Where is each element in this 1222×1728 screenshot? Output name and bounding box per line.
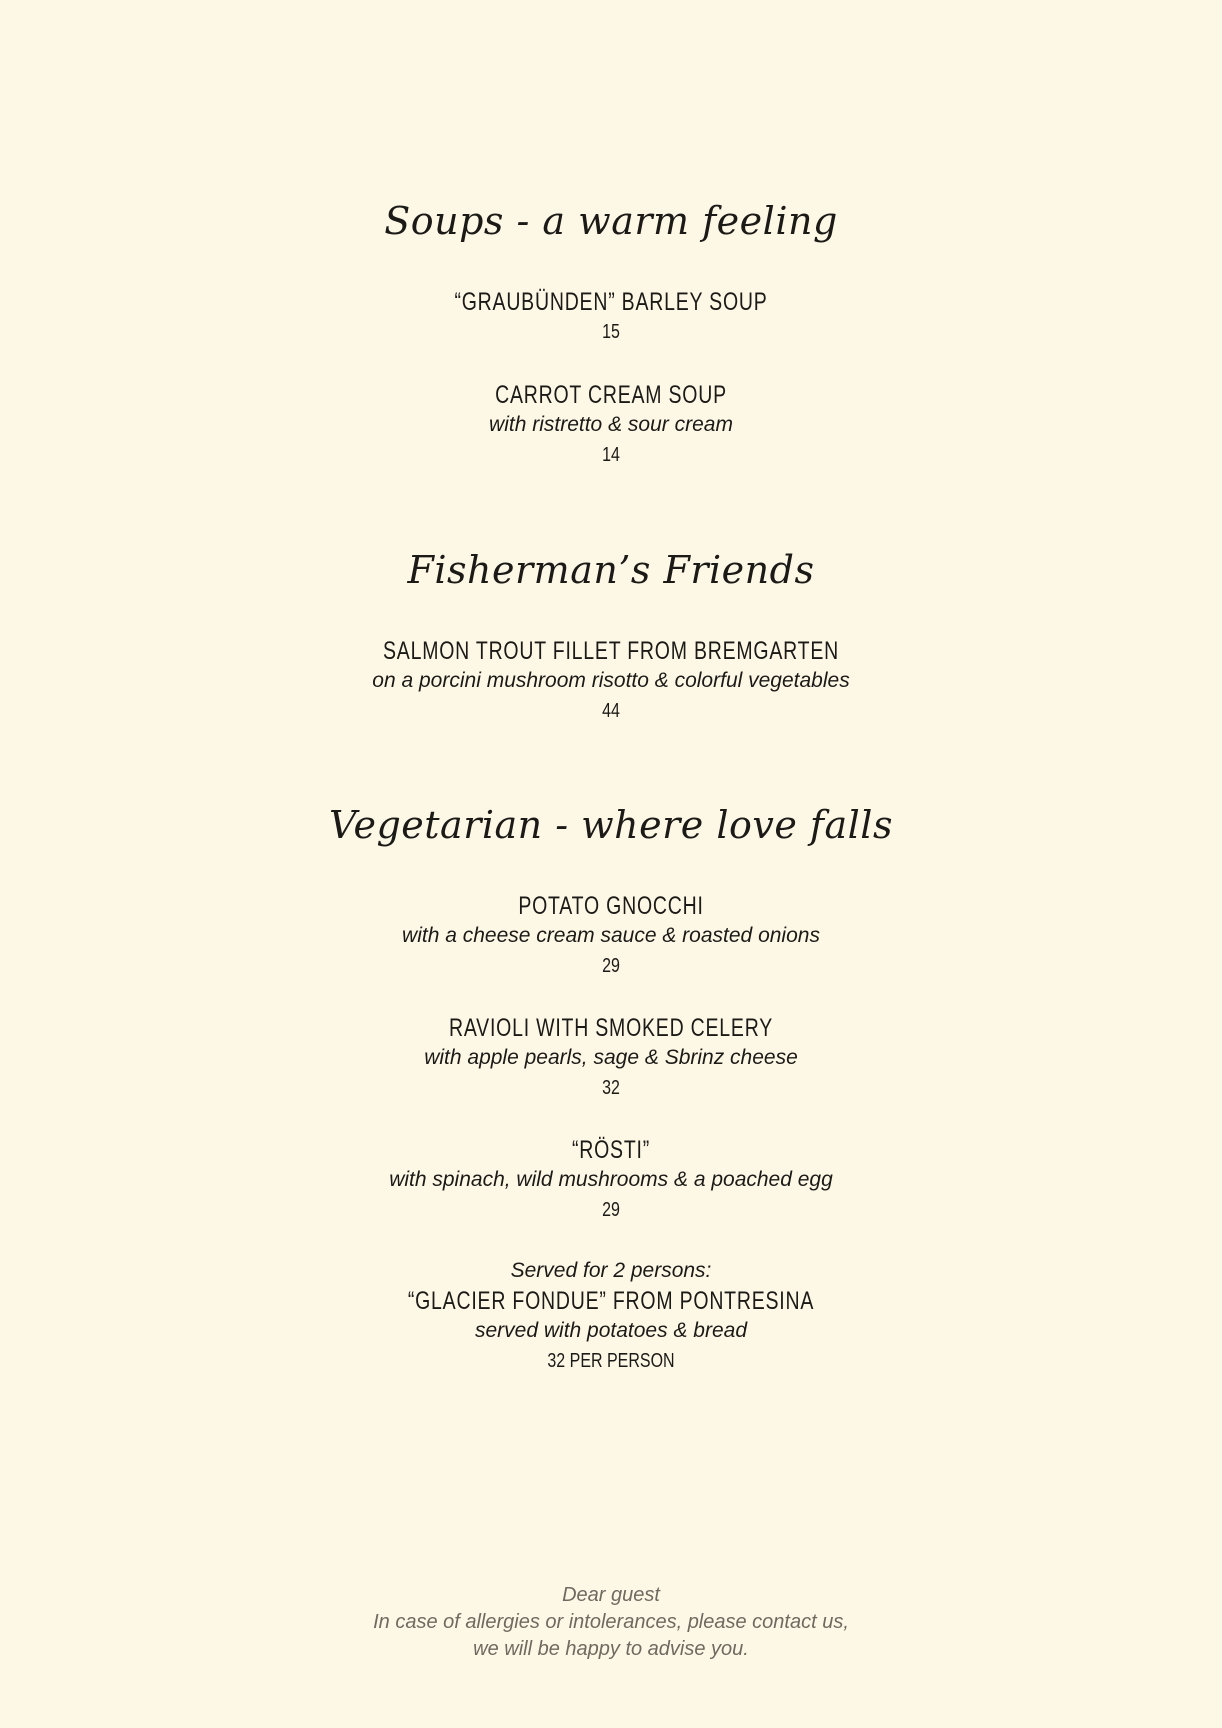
item-name: “RÖSTI” (571, 1136, 651, 1164)
item-price: 32 PER PERSON (547, 1350, 675, 1372)
allergy-notice (0, 1582, 1222, 1663)
item-name: “GLACIER FONDUE” FROM PONTRESINA (407, 1287, 815, 1315)
allergy-notice-line: we will be happy to advise you. (473, 1638, 749, 1660)
item-serving-note: Served for 2 persons: (510, 1259, 712, 1282)
item-price: 15 (602, 321, 620, 343)
item-name: SALMON TROUT FILLET FROM BREMGARTEN (382, 637, 840, 665)
item-price: 32 (602, 1077, 620, 1099)
item-name: “GRAUBÜNDEN” BARLEY SOUP (454, 288, 768, 316)
menu-item-salmon-trout (0, 636, 1222, 726)
item-price: 29 (602, 955, 620, 977)
section-title-vegetarian: Vegetarian - where love falls (329, 803, 893, 847)
item-price: 29 (602, 1199, 620, 1221)
menu-item-rosti (0, 1135, 1222, 1225)
item-price: 44 (602, 700, 620, 722)
allergy-notice-line: Dear guest (562, 1584, 660, 1606)
section-title-fish: Fisherman’s Friends (407, 548, 815, 592)
item-description: with a cheese cream sauce & roasted onions (402, 924, 820, 947)
item-description: with ristretto & sour cream (489, 413, 733, 436)
allergy-notice-line: In case of allergies or intolerances, please contact us, (373, 1611, 849, 1633)
item-price: 14 (602, 444, 620, 466)
item-name: RAVIOLI WITH SMOKED CELERY (448, 1014, 774, 1042)
menu-item-ravioli (0, 1013, 1222, 1103)
item-name: CARROT CREAM SOUP (495, 381, 727, 409)
menu-item-glacier-fondue (0, 1256, 1222, 1376)
section-title-soups: Soups - a warm feeling (384, 199, 838, 243)
item-description: with spinach, wild mushrooms & a poached egg (389, 1168, 833, 1191)
menu-item-barley-soup (0, 287, 1222, 347)
item-description: served with potatoes & bread (475, 1319, 747, 1342)
item-name: POTATO GNOCCHI (518, 892, 704, 920)
item-description: on a porcini mushroom risotto & colorful vegetables (372, 669, 850, 692)
menu-item-carrot-soup (0, 380, 1222, 470)
item-description: with apple pearls, sage & Sbrinz cheese (424, 1046, 798, 1069)
menu-item-potato-gnocchi (0, 891, 1222, 981)
